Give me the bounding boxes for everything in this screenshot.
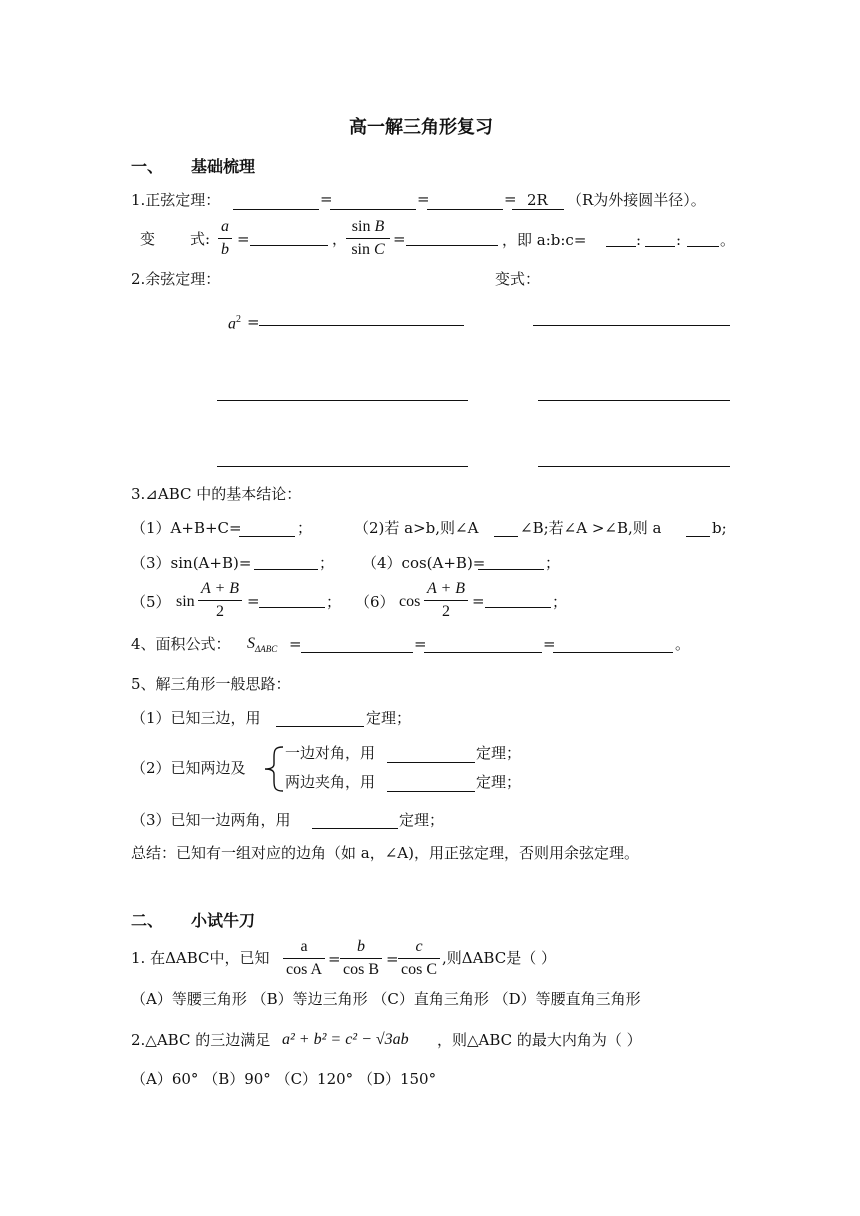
blank <box>387 762 475 763</box>
semicolon: ； <box>552 593 568 611</box>
conclusion-2c: b; <box>712 519 727 537</box>
curly-brace <box>261 745 285 793</box>
section-heading-2: 小试牛刀 <box>191 911 256 930</box>
sine-law-note: （R为外接圆半径）。 <box>567 191 706 209</box>
approach-2-top-end: 定理； <box>476 744 522 762</box>
cosine-variant-label: 变式： <box>495 270 541 288</box>
area-symbol: $S_{\Delta ABC}$ <box>247 635 278 655</box>
conclusion-4: （4）cos(A+B)= <box>362 554 486 572</box>
ratio-label: ，即 a:b:c= <box>502 231 587 249</box>
blank <box>254 569 318 570</box>
blank <box>494 536 518 537</box>
conclusion-2b: ∠B;若∠A >∠B,则 a <box>520 519 662 537</box>
approach-1: （1）已知三边，用 <box>131 709 261 727</box>
blank <box>478 569 544 570</box>
page-title: 高一解三角形复习 <box>349 117 493 138</box>
blank <box>330 209 416 210</box>
question-2-prefix: 2.△ABC 的三边满足 <box>131 1031 271 1049</box>
blank <box>387 791 475 792</box>
period: 。 <box>675 635 691 653</box>
colon: : <box>636 231 642 249</box>
area-label: 4、面积公式： <box>131 635 231 653</box>
approach-1-end: 定理； <box>366 709 412 727</box>
blank <box>553 652 673 653</box>
fraction-half-sum-cos: A + B 2 <box>424 581 468 620</box>
blank <box>233 209 319 210</box>
blank <box>686 536 710 537</box>
question-1-suffix: ,则ΔABC是（ ） <box>442 949 556 967</box>
blank <box>687 246 719 247</box>
equals: = <box>386 950 399 968</box>
conclusion-2a: （2)若 a>b,则∠A <box>354 519 479 537</box>
approach-heading: 5、解三角形一般思路： <box>131 675 291 693</box>
question-1-options: （A）等腰三角形 （B）等边三角形 （C）直角三角形 （D）等腰直角三角形 <box>131 990 641 1008</box>
summary: 总结：已知有一组对应的边角（如 a，∠A)，用正弦定理，否则用余弦定理。 <box>131 844 639 862</box>
equals: = <box>247 313 260 331</box>
question-2-options: （A）60° （B）90° （C）120° （D）150° <box>131 1070 437 1088</box>
question-2-formula: a² + b² = c² − √3ab <box>282 1031 409 1048</box>
fraction-c-over-cosC: c cos C <box>398 939 440 978</box>
blank <box>217 400 468 401</box>
equals: = <box>237 230 250 248</box>
blank <box>538 466 730 467</box>
approach-3: （3）已知一边两角，用 <box>131 811 291 829</box>
blank <box>645 246 675 247</box>
equals: = <box>543 635 556 653</box>
blank <box>424 652 542 653</box>
semicolon: ； <box>319 554 335 572</box>
blank <box>276 726 364 727</box>
blank <box>606 246 636 247</box>
blank <box>259 607 325 608</box>
equals: = <box>417 190 430 208</box>
cos-function: cos <box>399 593 421 610</box>
equals: = <box>320 190 333 208</box>
conclusions-heading: 3.⊿ABC 中的基本结论： <box>131 485 302 503</box>
fraction-a-over-cosA: a cos A <box>283 939 325 978</box>
semicolon: ； <box>545 554 561 572</box>
approach-3-end: 定理； <box>399 811 445 829</box>
fraction-half-sum-sin: A + B 2 <box>198 581 242 620</box>
conclusion-1: （1）A+B+C= <box>131 519 242 537</box>
a-squared: $a^2$ <box>228 314 241 333</box>
approach-2-bottom: 两边夹角，用 <box>285 773 376 791</box>
equals: = <box>393 230 406 248</box>
blank <box>217 466 468 467</box>
fraction-sinB-over-sinC: sin B sin C <box>346 219 390 258</box>
semicolon: ； <box>297 519 313 537</box>
conclusion-3: （3）sin(A+B)= <box>131 554 252 572</box>
answer-underline <box>512 209 564 210</box>
cosine-law-label: 2.余弦定理： <box>131 270 221 288</box>
colon: : <box>676 231 682 249</box>
sine-law-answer: 2R <box>527 191 548 209</box>
conclusion-6: （6） <box>355 593 395 611</box>
equals: = <box>414 635 427 653</box>
approach-2: （2）已知两边及 <box>131 759 246 777</box>
equals: = <box>247 592 260 610</box>
section-number-1: 一、 <box>131 157 164 176</box>
variant-label-a: 变 <box>140 230 156 248</box>
fraction-a-over-b: a b <box>218 219 232 258</box>
section-heading-1: 基础梳理 <box>191 157 256 176</box>
section-number-2: 二、 <box>131 911 164 930</box>
equals: = <box>289 635 302 653</box>
equals: = <box>472 592 485 610</box>
equals: = <box>328 950 341 968</box>
question-2-suffix: ，则△ABC 的最大内角为（ ） <box>437 1031 642 1049</box>
approach-2-top: 一边对角，用 <box>285 744 376 762</box>
blank <box>259 325 464 326</box>
approach-2-bottom-end: 定理； <box>476 773 522 791</box>
blank <box>538 400 730 401</box>
question-1-prefix: 1. 在ΔABC中，已知 <box>131 949 270 967</box>
blank <box>485 607 551 608</box>
variant-label-b: 式: <box>190 230 211 248</box>
sin-function: sin <box>176 593 195 610</box>
blank <box>312 828 398 829</box>
comma: ， <box>332 230 348 248</box>
blank <box>406 245 498 246</box>
blank <box>301 652 413 653</box>
equals: = <box>504 190 517 208</box>
fraction-b-over-cosB: b cos B <box>340 939 382 978</box>
blank <box>427 209 503 210</box>
blank <box>533 325 730 326</box>
semicolon: ； <box>326 593 342 611</box>
sine-law-label: 1.正弦定理： <box>131 191 221 209</box>
period: 。 <box>720 231 736 249</box>
blank <box>239 536 295 537</box>
blank <box>250 245 328 246</box>
conclusion-5: （5） <box>131 593 171 611</box>
